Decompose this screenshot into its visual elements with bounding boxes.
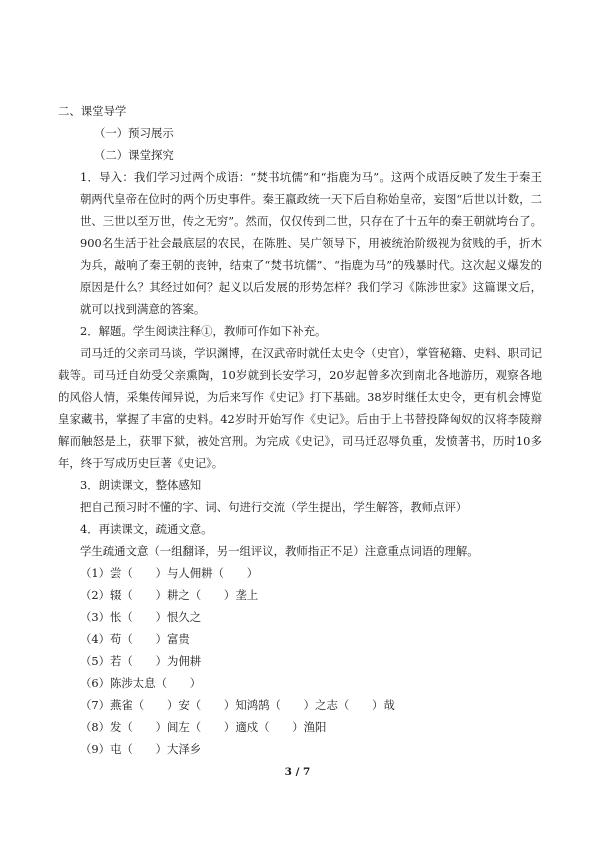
step3-detail: 把自己预习时不懂的字、词、句进行交流（学生提出，学生解答，教师点评）	[80, 500, 468, 514]
section-title: 二、课堂导学	[58, 104, 127, 118]
subsection-preview: （一）预习展示	[94, 126, 174, 140]
vocab-item: （1）尝（ ）与人佣耕（ ）	[80, 566, 259, 580]
vocab-item: （5）若（ ）为佣耕	[80, 654, 202, 668]
vocab-list	[58, 562, 542, 760]
vocab-item: （2）辍（ ）耕之（ ）垄上	[80, 588, 259, 602]
step4-heading: 4．再读课文，疏通文意。	[80, 522, 213, 536]
vocab-item: （8）发（ ）闾左（ ）適戍（ ）渔阳	[80, 720, 327, 734]
step4-detail: 学生疏通文意（一组翻译，另一组评议，教师指正不足）注意重点词语的理解。	[80, 544, 479, 558]
page-content	[58, 100, 542, 760]
vocab-item: （3）怅（ ）恨久之	[80, 610, 202, 624]
vocab-item: （6）陈涉太息（ ）	[80, 676, 202, 690]
page-number: 3 / 7	[284, 766, 311, 778]
intro-paragraph: 1．导入：我们学习过两个成语：“焚书坑儒”和“指鹿为马”。这两个成语反映了发生于秦王朝两代皇帝在位时的两个历史事件。秦王嬴政统一天下后自称始皇帝，妄图“后世以计数，二世、三世以至万世，传之无穷”。然而，仅仅传到二世，只存在了十五年的秦王朝就垮台了。900名生活于社会最底层的农民，在陈胜、吴广领导下，用被统治阶级视为贫贱的手，折木为兵，敲响了秦王朝的丧钟，结束了“焚书坑儒”、“指鹿为马”的残暴时代。这次起义爆发的原因是什么？其经过如何？起义以后发展的形势怎样？我们学习《陈涉世家》这篇课文后，就可以找到满意的答案。	[80, 170, 542, 316]
step3-heading: 3．朗读课文，整体感知	[80, 478, 202, 492]
vocab-item: （9）屯（ ）大泽乡	[80, 742, 202, 756]
subsection-explore: （二）课堂探究	[94, 148, 174, 162]
vocab-item: （7）燕雀（ ）安（ ）知鸿鹄（ ）之志（ ）哉	[80, 698, 395, 712]
simaqian-paragraph: 司马迁的父亲司马谈，学识渊博，在汉武帝时就任太史令（史官），掌管秘籍、史料、职司记载等。司马迁自幼受父亲熏陶，10岁就到长安学习，20岁起曾多次到南北各地游历，观察各地的风俗人情，采集传闻异说，为后来写作《史记》打下基础。38岁时继任太史令，更有机会博览皇家藏书，掌握了丰富的史料。42岁时开始写作《史记》。后由于上书替投降匈奴的汉将李陵辩解而触怒是上，获罪下狱，被处宫刑。为完成《史记》，司马迁忍辱负重，发愤著书，历时10多年，终于写成历史巨著《史记》。	[58, 346, 542, 470]
jieti-paragraph: 2．解题。学生阅读注释①，教师可作如下补充。	[80, 324, 327, 338]
vocab-item: （4）苟（ ）富贵	[80, 632, 190, 646]
